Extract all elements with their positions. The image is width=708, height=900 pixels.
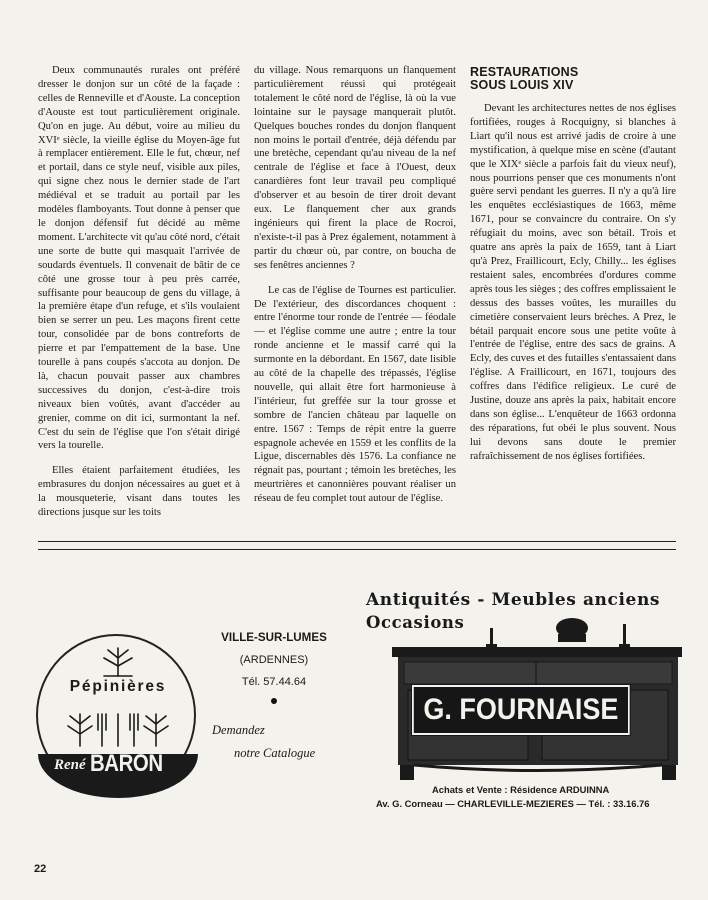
- ad-script-line: Demandez: [212, 723, 265, 737]
- ad-contact-info: [218, 631, 330, 704]
- article-column-3: [470, 66, 676, 475]
- ad-subheading: Occasions: [366, 613, 465, 632]
- divider-rule: [38, 541, 676, 542]
- page-number: 22: [34, 863, 47, 875]
- divider-rule: [38, 549, 676, 550]
- ad-pepinieres: [36, 628, 336, 800]
- paragraph: Elles étaient parfaitement étudiées, les embrasures du donjon nécessaires au guet et à la mousqueterie, visant dans toutes les directions jusque sur les toits: [38, 465, 240, 519]
- section-heading: [470, 66, 676, 92]
- ad-sales-line: Achats et Vente : Résidence ARDUINNA: [432, 784, 610, 795]
- paragraph: Devant les architectures nettes de nos églises fortifiées, rouges à Rocquigny, si blanches à Liart qu'il nous est arrivé jadis de croire à une mystification, à quelque mise en scène (d'autant que le XIXᵉ siècle a parfois fait du vieux neuf), nous pourrions penser que ces monuments n'ont guère servi pendant les guerres. Il n'y a qu'à lire les enquêtes ecclésiastiques de 1663, même 1671, pour se convaincre du contraire. On s'y réfugiait du moins, avec son bétail. Trois et quatre ans après la paix de 1659, tant à Liart qu'à Prez, Fraillicourt, Ecly, Chilly... les églises restaient sales, encombrées d'ordures comme après tous les sièges ; des coffres emplissaient le dessus des basses voûtes, les murailles du cimetière conservaient leurs brèches. A Prez, le bétail parquait encore sous une petite voûte à l'entrée de l'église, entre des sacs de grains. A Ecly, des cuves et des futailles s'entassaient dans l'église. A Fraillicourt, en 1671, toujours des coffres dans l'édifice religieux. Le curé de Justine, douze ans après la paix, habitait encore dans son église... L'enquêteur de 1663 ordonna des réparations, fut obéi le plus souvent. Nous lui devons sans doute le premier rafraîchissement de nos églises fortifiées.: [470, 103, 676, 462]
- ad-region: (ARDENNES): [239, 654, 309, 666]
- ad-script-line: notre Catalogue: [234, 746, 316, 760]
- ad-phone: Tél. 57.44.64: [241, 676, 307, 688]
- pepinieres-title: Pépinières: [69, 678, 167, 695]
- heading-line: SOUS LOUIS XIV: [470, 78, 574, 92]
- paragraph: Le cas de l'église de Tournes est particulier. De l'extérieur, des discordances choquent : entre l'énorme tour ronde de l'entrée — féodale — et l'église comme une autre ; entre la tour ronde ancienne et le massif carré qui la surmonte en la débordant. En 1567, date lisible au côté de la chapelle des trépassés, l'église nouvelle, qui allait être fort harmonieuse à l'intérieur, fut greffée sur la tour grosse et sombre de l'ancien château par laquelle on entre. 1567 : Temps de répit entre la guerre espagnole achevée en 1559 et les conflits de la Ligue, discernables dès 1576. La confiance ne régnait pas, pourtant ; témoin les bretèches, les meurtrières et canonnières pouvant réaliser un réseau de feu complet tout autour de l'église.: [254, 284, 456, 505]
- firstname-text: René: [54, 757, 86, 773]
- plants-icon: [58, 642, 178, 752]
- ad-heading: Antiquités - Meubles anciens: [366, 590, 661, 610]
- ad-address-line: Av. G. Corneau — CHARLEVILLE-MEZIERES — Tél. : 33.16.76: [376, 798, 650, 809]
- paragraph: du village. Nous remarquons un flanquement particulièrement réussi qui protégeait totalement le côté nord de l'église, là où la vue lointaine sur le paysage manquerait plutôt. Quelques bouches rondes du donjon flanquent non moins le portail d'entrée, déjà défendu par une bretèche, cependant qu'au niveau de la nef centrale de l'église et face à l'Ouest, deux canardières font leur travail peu compliqué d'observer et au besoin de tirer droit devant eux. Le flanquement cher aux grands ingénieurs qui firent la place de Rocroi, n'existe-t-il pas à Prez également, notamment à partir du chœur où, par contre, on boucha de ses fenêtres anciennes ?: [254, 65, 456, 271]
- bullet-dot: [271, 698, 277, 704]
- heading-line: RESTAURATIONS: [470, 65, 579, 79]
- shop-nameplate: G. FOURNAISE: [412, 685, 630, 735]
- pepinieres-logo: [36, 634, 196, 796]
- lastname-text: BARON: [90, 750, 163, 777]
- article-column-2: [254, 64, 456, 517]
- paragraph: Deux communautés rurales ont préféré dresser le donjon sur un côté de la façade : celles de Renneville et d'Aouste. La conception d'Aouste est tout particulièrement originale. Qu'on en juge. Au début, voire au milieu du XVIᵉ siècle, la vieille église du Moyen-âge fut à remplacer entièrement. Elle le fut, chœur, nef et portail, dans ce style neuf, visible aux piles, qui signe chez nous le dernier stade de l'art médiéval et se traduit au portail par les modèles flamboyants. Tout donne à penser que le donjon défensif fut décidé au même moment. L'architecte vit qu'au côté nord, c'était une sorte de butte qui masquait l'arrivée de soudards éventuels. Il convenait de bâtir de ce côté une grosse tour à peu près carrée, suffisante pour beaucoup de gens du village, à la première étape d'un refuge, et s'ils voulaient bien se serrer un peu. Les maçons firent cette tour, consolidée par de bons contreforts de pierre et par l'empattement de la base. Une tourelle à pans coupés s'accota au donjon. De là, chacun pouvait passer aux chambres successives du donjon, c'est-à-dire trois niveaux bien voûtés, avant d'accéder au grenier, comme on dit ici, surmontant la nef. C'est du sein de l'église que l'on s'était dirigé vers la tourelle.: [38, 65, 240, 452]
- article-column-1: [38, 64, 240, 531]
- ad-town: VILLE-SUR-LUMES: [221, 631, 327, 644]
- ad-fournaise: [364, 590, 686, 820]
